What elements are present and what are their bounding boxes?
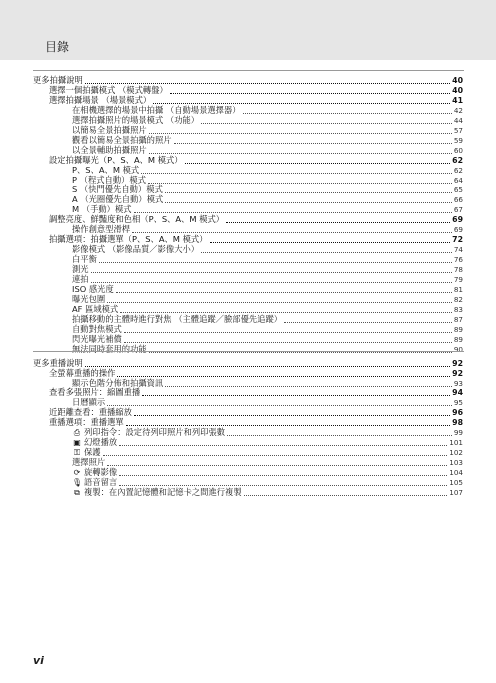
toc-entry-text: 觀看以簡易全景拍攝的照片 xyxy=(72,134,172,145)
toc-entry-text: 選擇拍攝照片的場景模式 （功能） xyxy=(72,114,200,125)
dot-leader xyxy=(149,352,452,353)
toc-entry-text: 更多拍攝說明 xyxy=(33,75,83,85)
toc-entry[interactable] xyxy=(72,487,463,498)
toc-entry-page: 79 xyxy=(453,275,463,284)
dot-leader xyxy=(124,332,452,333)
page-title: 目錄 xyxy=(45,40,70,54)
dot-leader xyxy=(134,212,452,213)
toc-entry-page: 89 xyxy=(453,324,463,334)
dot-leader xyxy=(284,322,452,323)
toc-entry-page: 72 xyxy=(452,235,463,245)
dot-leader xyxy=(226,222,450,223)
page-header xyxy=(0,0,496,60)
dot-leader xyxy=(165,386,452,387)
toc-entry-page: 90 xyxy=(453,344,463,354)
toc-entry-text: S （快門優先自動）模式 xyxy=(72,184,163,195)
toc-entry-text: 閃光曝光補償 xyxy=(72,333,122,344)
toc-entry-page: 98 xyxy=(452,418,463,428)
toc-entry-text: 幻燈播放 xyxy=(84,437,118,448)
toc-entry-text: 影像模式 （影像品質／影像大小） xyxy=(72,244,200,255)
toc-entry-page: 62 xyxy=(453,165,463,175)
toc-entry-page: 101 xyxy=(449,438,463,448)
toc-entry-text: 在相機選擇的場景中拍攝 （自動場景選擇器） xyxy=(72,104,241,115)
toc-entry-page: 40 xyxy=(452,85,463,95)
dot-leader xyxy=(119,445,447,446)
toc-entry-page: 57 xyxy=(453,125,463,135)
toc-entry-page: 41 xyxy=(452,95,463,105)
dot-leader xyxy=(99,262,452,263)
dot-leader xyxy=(134,415,450,416)
toc-entry-text: 全螢幕重播的操作 xyxy=(49,367,116,378)
toc-entry-text: 連拍 xyxy=(72,274,89,284)
toc-entry-page: 83 xyxy=(453,304,463,314)
section-divider xyxy=(33,351,464,352)
toc-entry-text: 自動對焦模式 xyxy=(72,323,122,334)
voice-memo-icon: 🎙 xyxy=(72,478,83,487)
dot-leader xyxy=(149,153,452,154)
toc-entry-page: 69 xyxy=(453,225,463,235)
toc-entry-page: 96 xyxy=(452,408,463,418)
slide-show-icon: ▣ xyxy=(73,438,81,448)
toc-entry-page: 103 xyxy=(449,458,463,468)
toc-entry-text: 設定拍攝曝光（P、S、A、M 模式） xyxy=(49,154,183,165)
toc-entry-text: 測光 xyxy=(72,264,89,275)
dot-leader xyxy=(126,425,450,426)
toc-entry-title xyxy=(72,344,147,355)
toc-entry-text: 近距離查看：重播縮放 xyxy=(49,407,132,418)
toc-entry-text: 保護 xyxy=(84,447,101,458)
dot-leader xyxy=(91,272,452,273)
dot-leader xyxy=(165,202,452,203)
dot-leader xyxy=(141,173,452,174)
dot-leader xyxy=(85,366,450,367)
toc-entry-page: 64 xyxy=(453,175,463,185)
toc-entry-text: 旋轉影像 xyxy=(84,467,118,478)
toc-entry-text: P （程式自動）模式 xyxy=(72,174,147,185)
dot-leader xyxy=(107,405,452,406)
toc-entry-text: 顯示色階分佈和拍攝資訊 xyxy=(72,377,164,388)
dot-leader xyxy=(174,143,452,144)
toc-entry-page: 59 xyxy=(453,135,463,145)
toc-entry-page: 74 xyxy=(453,245,463,255)
toc-entry-page: 95 xyxy=(453,398,463,408)
toc-entry-page: 67 xyxy=(453,205,463,215)
toc-entry-page: 94 xyxy=(452,388,463,398)
toc-entry-text: 以簡易全景拍攝照片 xyxy=(72,124,147,135)
toc-entry-text: 選擇拍攝場景 （場景模式） xyxy=(49,94,152,105)
dot-leader xyxy=(185,163,451,164)
toc-entry-page: 93 xyxy=(453,378,463,388)
toc-entry-page: 89 xyxy=(453,334,463,344)
toc-entry-page: 92 xyxy=(452,358,463,368)
toc-entry-text: 日曆顯示 xyxy=(72,397,106,408)
toc-entry-text: 列印指令：設定待列印照片和列印張數 xyxy=(84,427,226,438)
toc-entry-text: 選擇照片 xyxy=(72,457,106,468)
toc-entry-page: 60 xyxy=(453,145,463,155)
toc-entry-text: 拍攝選項：拍攝選單（P、S、A、M 模式） xyxy=(49,234,208,245)
dot-leader xyxy=(201,252,452,253)
toc-entry-page: 40 xyxy=(452,76,463,85)
protect-key-icon: ⚿ xyxy=(73,448,81,458)
toc-entry-text: 白平衡 xyxy=(72,254,97,265)
dot-leader xyxy=(120,312,452,313)
dot-leader xyxy=(165,192,452,193)
toc-entry-page: 66 xyxy=(453,195,463,205)
toc-entry-text: 無法同時套用的功能 xyxy=(72,343,147,354)
toc-entry-text: 查看多張照片：縮圖重播 xyxy=(49,387,141,398)
rotate-image-icon: ⟳ xyxy=(73,468,81,478)
toc-entry-text: 拍攝移動的主體時進行對焦 （主體追蹤／臉部優先追蹤） xyxy=(72,313,283,324)
toc-entry-page: 82 xyxy=(453,294,463,304)
dot-leader xyxy=(117,376,450,377)
dot-leader xyxy=(148,183,452,184)
toc-entry-page: 62 xyxy=(452,155,463,165)
toc-entry-text: A （光圈優先自動）模式 xyxy=(72,194,164,205)
print-order-icon: ⎙ xyxy=(73,428,81,438)
dot-leader xyxy=(243,113,452,114)
dot-leader xyxy=(244,495,448,496)
toc-entry-text: 曝光包圍 xyxy=(72,293,106,304)
dot-leader xyxy=(124,342,452,343)
dot-leader xyxy=(103,455,448,456)
dot-leader xyxy=(170,93,450,94)
dot-leader xyxy=(142,395,450,396)
toc-entry-text: 更多重播說明 xyxy=(33,357,83,368)
dot-leader xyxy=(91,282,452,283)
dot-leader xyxy=(201,123,452,124)
dot-leader xyxy=(107,465,447,466)
toc-entry-page: 92 xyxy=(452,368,463,378)
toc-entry-page: 104 xyxy=(449,468,463,478)
dot-leader xyxy=(119,475,447,476)
toc-entry-page: 65 xyxy=(453,185,463,195)
toc-entry-text: P、S、A、M 模式 xyxy=(72,164,140,175)
dot-leader xyxy=(227,435,452,436)
toc-entry-page: 42 xyxy=(453,105,463,115)
toc-entry-text: AF 區域模式 xyxy=(72,303,119,314)
toc-entry-page: 87 xyxy=(453,314,463,324)
toc-entry-page: 69 xyxy=(452,215,463,225)
toc-entry-page: 81 xyxy=(453,284,463,294)
toc-entry-page: 44 xyxy=(453,115,463,125)
toc-entry-page: 107 xyxy=(449,487,463,497)
toc-entry-text: ISO 感光度 xyxy=(72,283,114,294)
toc-entry-text: 重播選項：重播選單 xyxy=(49,417,124,428)
toc-entry-page: 99 xyxy=(453,428,463,438)
dot-leader xyxy=(132,232,452,233)
toc-entry-text: 選擇一個拍攝模式 （模式轉盤） xyxy=(49,84,168,95)
toc-entry-text: 操作創意型滑桿 xyxy=(72,224,131,235)
dot-leader xyxy=(153,103,450,104)
toc-entry-text: 調整亮度、鮮豔度和色相（P、S、A、M 模式） xyxy=(49,214,225,225)
toc-entry-text: 語音留言 xyxy=(84,477,118,487)
toc-entry-text: 複製：在內置記憶體和記憶卡之間進行複製 xyxy=(84,486,242,497)
dot-leader xyxy=(116,292,452,293)
toc-entry-page: 105 xyxy=(449,478,463,487)
dot-leader xyxy=(149,133,452,134)
toc-entry-page: 78 xyxy=(453,265,463,275)
dot-leader xyxy=(85,83,450,84)
toc-entry-page: 76 xyxy=(453,255,463,265)
toc-entry-page: 102 xyxy=(449,448,463,458)
dot-leader xyxy=(210,242,451,243)
section-divider xyxy=(33,70,464,71)
toc-entry[interactable] xyxy=(72,344,463,355)
dot-leader xyxy=(119,485,447,486)
copy-icon: ⧉ xyxy=(74,487,80,497)
dot-leader xyxy=(107,302,452,303)
page-number: vi xyxy=(33,654,44,667)
toc-entry-text: 以全景輔助拍攝照片 xyxy=(72,144,147,155)
toc-entry-title xyxy=(72,487,242,498)
toc-entry-text: M （手動）模式 xyxy=(72,204,132,215)
